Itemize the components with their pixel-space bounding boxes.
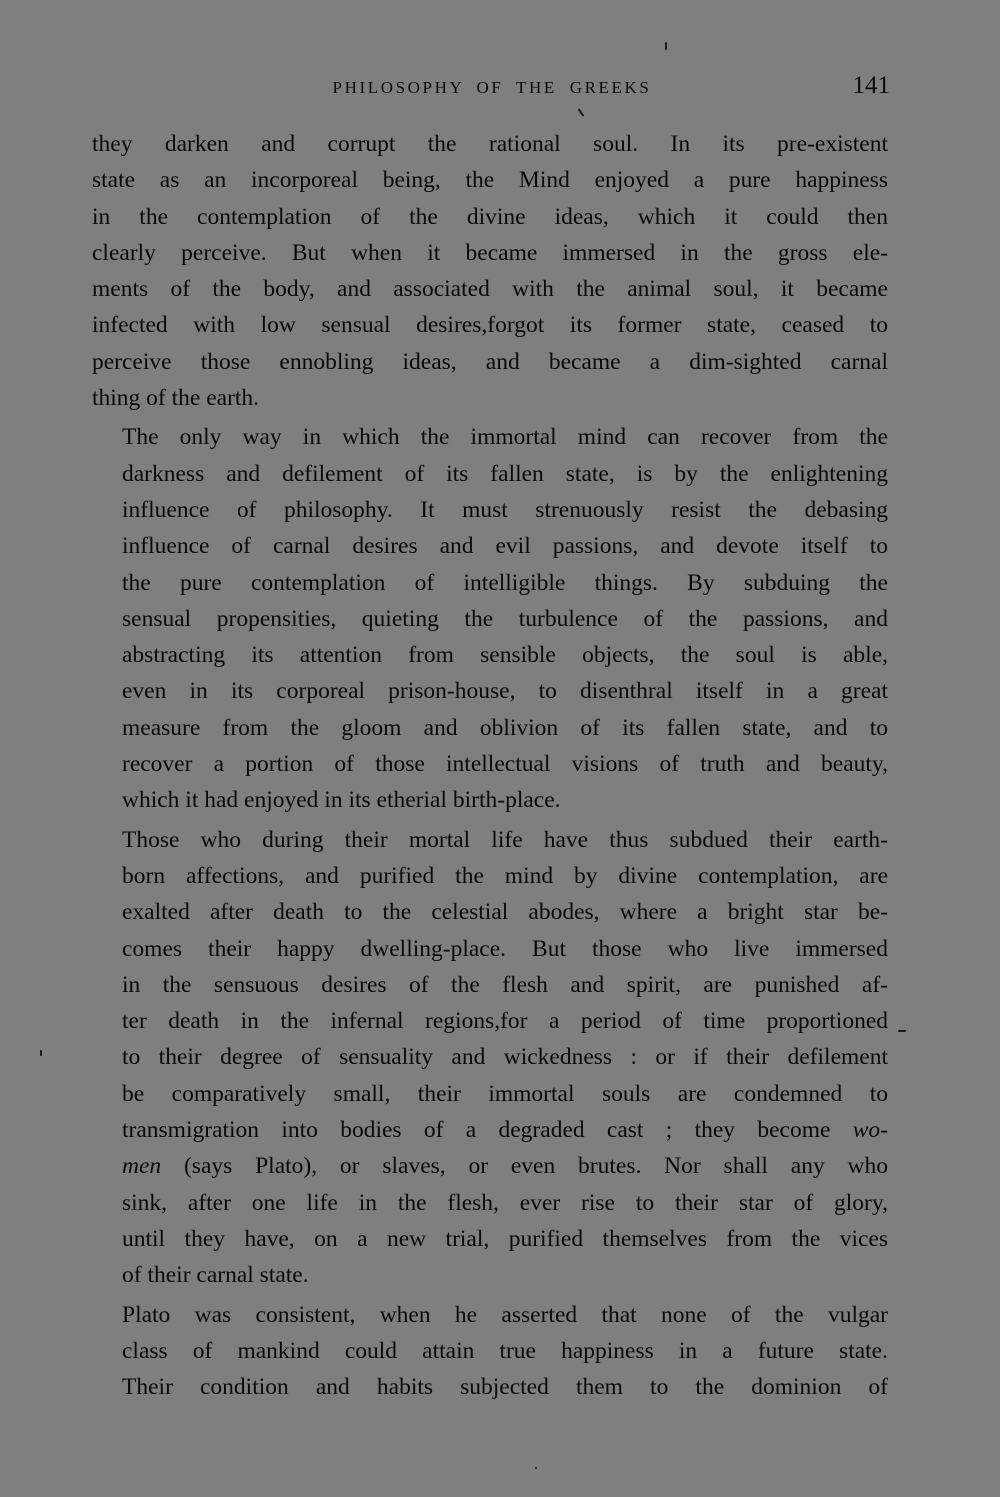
text-line: Plato was consistent, when he asserted that none of the vulgar [122, 1301, 888, 1328]
text-line: Those who during their mortal life have thus subdued their earth- [122, 826, 888, 853]
text-line: state as an incorporeal being, the Mind enjoyed a pure happiness [92, 167, 888, 194]
text-line: to their degree of sensuality and wickedness : or if their defilement [122, 1044, 888, 1071]
paragraph [92, 419, 888, 818]
text-line: measure from the gloom and oblivion of its fallen state, and to [122, 714, 888, 741]
text-line: infected with low sensual desires,forgot its former state, ceased to [92, 312, 888, 339]
paragraph [92, 1297, 888, 1406]
text-line: which it had enjoyed in its etherial birth-place. [122, 787, 561, 814]
text-line: abstracting its attention from sensible objects, the soul is able, [122, 642, 888, 669]
text-line: The only way in which the immortal mind can recover from the [122, 424, 888, 451]
body-text [92, 126, 888, 1405]
text-line: comes their happy dwelling-place. But those who live immersed [122, 935, 888, 962]
text-line: in the contemplation of the divine ideas, which it could then [92, 203, 888, 230]
print-speck [898, 1030, 906, 1032]
text-line: sink, after one life in the flesh, ever rise to their star of glory, [122, 1189, 888, 1216]
italic-word: men [122, 1153, 162, 1180]
running-head [94, 72, 890, 106]
text-line: influence of carnal desires and evil passions, and devote itself to [122, 533, 888, 560]
text-line: until they have, on a new trial, purified themselves from the vices [122, 1225, 888, 1252]
text-line: class of mankind could attain true happiness in a future state. [122, 1337, 888, 1364]
page-number: 141 [852, 72, 890, 99]
text-line: in the sensuous desires of the flesh and spirit, are punished af- [122, 971, 888, 998]
text-line: ments of the body, and associated with the animal soul, it became [92, 276, 888, 303]
paragraph [92, 822, 888, 1294]
text-line: exalted after death to the celestial abodes, where a bright star be- [122, 899, 888, 926]
text-line: Their condition and habits subjected them to the dominion of [122, 1374, 888, 1401]
text-line: perceive those ennobling ideas, and became a dim-sighted carnal [92, 348, 888, 375]
text-line: born affections, and purified the mind by divine contemplation, are [122, 862, 888, 889]
text-line: darkness and defilement of its fallen state, is by the enlightening [122, 460, 888, 487]
print-speck [535, 1467, 537, 1469]
text-line italic-end-line: transmigration into bodies of a degraded cast ; they become wo- [122, 1117, 888, 1144]
text-line: the pure contemplation of intelligible things. By subduing the [122, 569, 888, 596]
text-line: be comparatively small, their immortal souls are condemned to [122, 1080, 888, 1107]
print-speck [40, 1050, 42, 1056]
italic-word: wo- [852, 1117, 888, 1144]
text-line: even in its corporeal prison-house, to disenthral itself in a great [122, 678, 888, 705]
text-line: thing of the earth. [92, 385, 260, 412]
text-line: recover a portion of those intellectual visions of truth and beauty, [122, 751, 888, 778]
text-line: influence of philosophy. It must strenuously resist the debasing [122, 496, 888, 523]
text-line: sensual propensities, quieting the turbulence of the passions, and [122, 605, 888, 632]
text-line: clearly perceive. But when it became immersed in the gross ele- [92, 239, 888, 266]
print-speck [578, 108, 585, 117]
text-line: ter death in the infernal regions,for a period of time proportioned [122, 1008, 888, 1035]
print-speck [665, 42, 667, 50]
text-line: of their carnal state. [122, 1262, 309, 1289]
running-title: PHILOSOPHY OF THE GREEKS [332, 78, 652, 97]
text-line: they darken and corrupt the rational soul. In its pre-existent [92, 131, 888, 157]
text-line italic-start-line: men (says Plato), or slaves, or even brutes. Nor shall any who [122, 1153, 888, 1180]
paragraph [92, 126, 888, 416]
